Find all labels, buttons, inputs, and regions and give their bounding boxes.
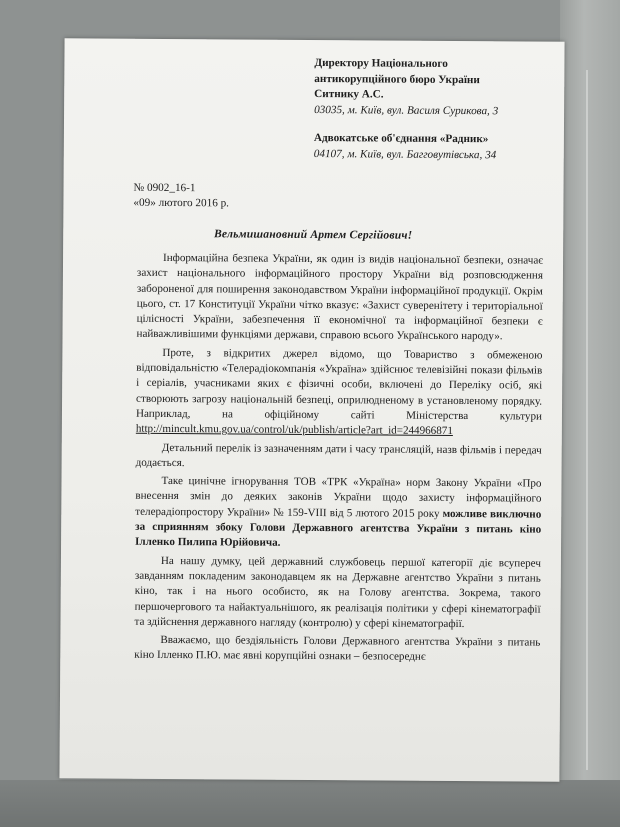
paragraph-5: На нашу думку, цей державний службовець першої категорії діє всупереч завданням покладеним законодавцем як на Державне агентство України з питань кіно, так і на нього особисто, як на Голову агентства. Зокрема, такого першочергового та найактуальнішого, як реалізація політики у сфері кінематографії та здійснення державного нагляду (контролю) у сфері кінематографії. <box>134 554 541 630</box>
sender-address: 04107, м. Київ, вул. Багговутівська, 34 <box>313 147 497 161</box>
salutation: Вельмишановний Артем Сергійович! <box>213 227 413 242</box>
paragraph-3: Детальний перелік із зазначенням дати і часу трансляцій, назв фільмів і передач додається. <box>135 441 542 469</box>
paragraph-1: Інформаційна безпека України, як один із видів національної безпеки, означає захист національного інформаційного простору України від розповсюдження забороненої для поширення законодавством України інформаційної продукції. Окрім цього, ст. 17 Конституції України чітко вказує: «Захист суверенітету і територіальної цілісності України, забезпечення її економічної та інформаційної безпеки є найважливішими функціями держави, справою всього Українського народу». <box>136 251 544 343</box>
document-date: «09» лютого 2016 р. <box>133 196 230 210</box>
letter-page <box>59 38 564 781</box>
paragraph-6: Вважаємо, що бездіяльність Голови Державного агентства України з питань кіно Ілленко П.Ю. має явні корупційні ознаки – безпосереднє <box>134 634 541 664</box>
paragraph-4-text: Таке цинічне ігнорування ТОВ «ТРК «Україна» норм Закону України «Про внесення змін до деяких законів України щодо захисту інформаційного телерадіопростору України» № 159-VIII від 5 лютого 2015 року <box>135 475 542 520</box>
ministry-link[interactable]: http://mincult.kmu.gov.ua/control/uk/publish/article?art_id=244966871 <box>135 423 453 438</box>
background-surface <box>0 780 620 827</box>
recipient-block <box>314 56 555 164</box>
paragraph-2-text: Проте, з відкритих джерел відомо, що Товариство з обмеженою відповідальністю «Телерадіокомпанія «Україна» здійснює телевізійні покази фільмів і серіалів, учасниками яких є фізичні особи, включені до Переліку осіб, які створюють загрозу національній безпеці, оприлюдненому в установленому порядку. Наприклад, на офіційному сайті Міністерства культури <box>135 346 543 423</box>
sleeve-edge-highlight <box>586 70 588 770</box>
sender-organization: Адвокатське об'єднання «Радник» <box>313 132 489 146</box>
paragraph-2 <box>136 346 543 441</box>
reference-block <box>133 181 229 212</box>
background-plastic-sleeve <box>560 0 620 827</box>
recipient-name: Ситнику А.С. <box>314 88 384 101</box>
recipient-line-2: антикорупційного бюро України <box>314 72 480 86</box>
paragraph-4-emphasis: можливе виключно за сприянням збоку Голови Державного агентства України з питань кіно Ілленко Пилипа Юрійовича. <box>135 507 542 550</box>
recipient-line-1: Директору Національного <box>314 57 448 70</box>
paragraph-4 <box>135 474 542 553</box>
document-number: № 0902_16-1 <box>133 181 196 195</box>
recipient-address: 03035, м. Київ, вул. Василя Сурикова, 3 <box>314 103 499 117</box>
letter-body <box>134 251 543 670</box>
